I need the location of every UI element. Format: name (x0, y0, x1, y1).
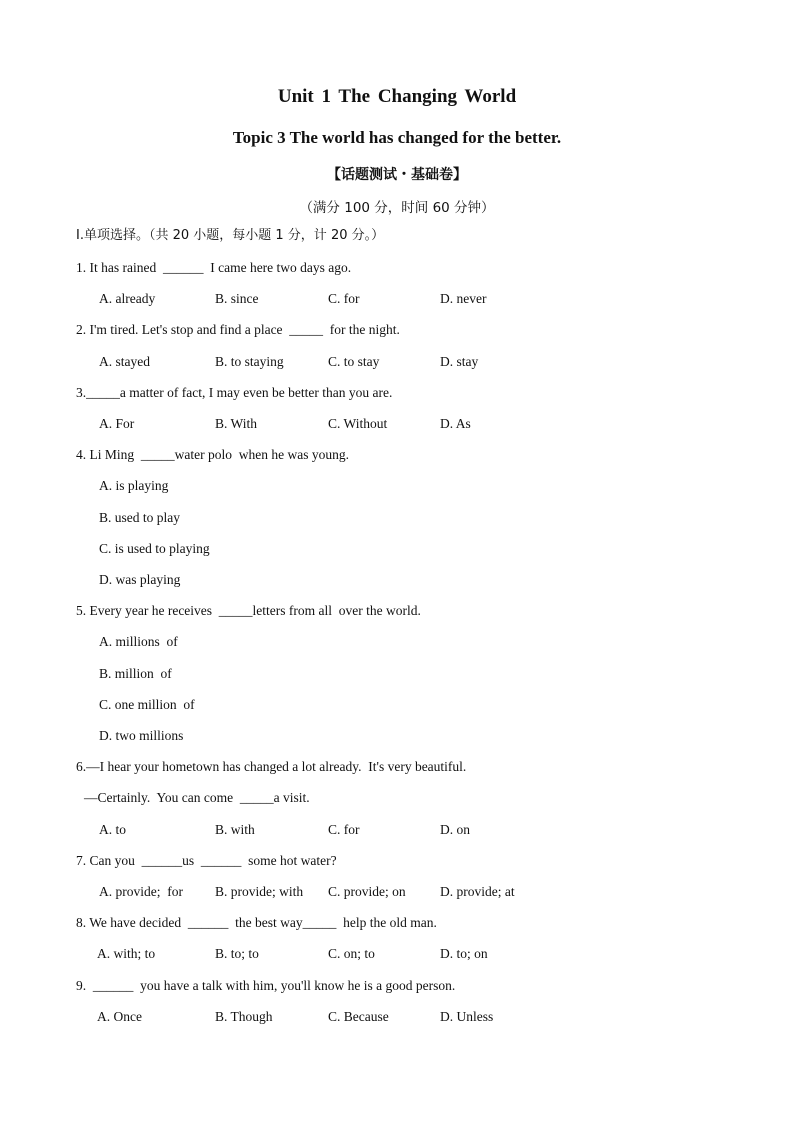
question-7-stem: 7. Can you ______us ______ some hot water? (76, 853, 337, 868)
q8-option-c: C. on; to (328, 946, 375, 961)
q7-option-c: C. provide; on (328, 884, 406, 899)
q9-option-b: B. Though (215, 1009, 273, 1024)
q3-option-c: C. Without (328, 416, 388, 431)
question-9-stem: 9. ______ you have a talk with him, you'll know he is a good person. (76, 978, 456, 993)
q2-option-d: D. stay (440, 354, 479, 369)
q1-option-d: D. never (440, 291, 487, 306)
section-title: I.单项选择。（共 20 小题，每小题 1 分，计 20 分。） (76, 228, 385, 243)
q5-option-c: C. one million of (99, 697, 195, 712)
question-5-stem: 5. Every year he receives _____letters from all over the world. (76, 603, 421, 618)
question-8-stem: 8. We have decided ______ the best way_____ help the old man. (76, 915, 437, 930)
q7-option-d: D. provide; at (440, 884, 515, 899)
question-3-stem: 3._____a matter of fact, I may even be better than you are. (76, 385, 393, 400)
q3-option-b: B. With (215, 416, 257, 431)
question-4-stem: 4. Li Ming _____water polo when he was young. (76, 447, 349, 462)
q7-option-a: A. provide; for (99, 884, 183, 899)
question-6-stem: 6.—I hear your hometown has changed a lot already. It's very beautiful. (76, 759, 467, 774)
q1-option-b: B. since (215, 291, 259, 306)
q6-option-d: D. on (440, 822, 470, 837)
q1-option-c: C. for (328, 291, 360, 306)
q5-option-d: D. two millions (99, 728, 184, 743)
q6-option-c: C. for (328, 822, 360, 837)
q1-option-a: A. already (99, 291, 156, 306)
q2-option-b: B. to staying (215, 354, 284, 369)
test-label: 【话题测试・基础卷】 (327, 167, 467, 183)
q4-option-d: D. was playing (99, 572, 181, 587)
unit-title: Unit 1 The Changing World (277, 86, 517, 107)
q7-option-b: B. provide; with (215, 884, 304, 899)
score-info: （满分 100 分，时间 60 分钟） (299, 200, 495, 216)
q3-option-d: D. As (440, 416, 471, 431)
q8-option-d: D. to; on (440, 946, 488, 961)
q5-option-a: A. millions of (99, 634, 178, 649)
question-6-reply: —Certainly. You can come _____a visit. (84, 790, 310, 805)
q5-option-b: B. million of (99, 666, 172, 681)
q4-option-c: C. is used to playing (99, 541, 210, 556)
q4-option-a: A. is playing (99, 478, 169, 493)
topic-title: Topic 3 The world has changed for the better. (232, 128, 562, 147)
question-2-stem: 2. I'm tired. Let's stop and find a place _____ for the night. (76, 322, 400, 337)
q2-option-a: A. stayed (99, 354, 150, 369)
question-1-stem: 1. It has rained ______ I came here two days ago. (76, 260, 352, 275)
q3-option-a: A. For (99, 416, 135, 431)
q8-option-b: B. to; to (215, 946, 259, 961)
q4-option-b: B. used to play (99, 510, 180, 525)
q2-option-c: C. to stay (328, 354, 380, 369)
q6-option-a: A. to (99, 822, 126, 837)
q9-option-a: A. Once (97, 1009, 142, 1024)
q9-option-d: D. Unless (440, 1009, 494, 1024)
q9-option-c: C. Because (328, 1009, 389, 1024)
q8-option-a: A. with; to (97, 946, 156, 961)
q6-option-b: B. with (215, 822, 255, 837)
